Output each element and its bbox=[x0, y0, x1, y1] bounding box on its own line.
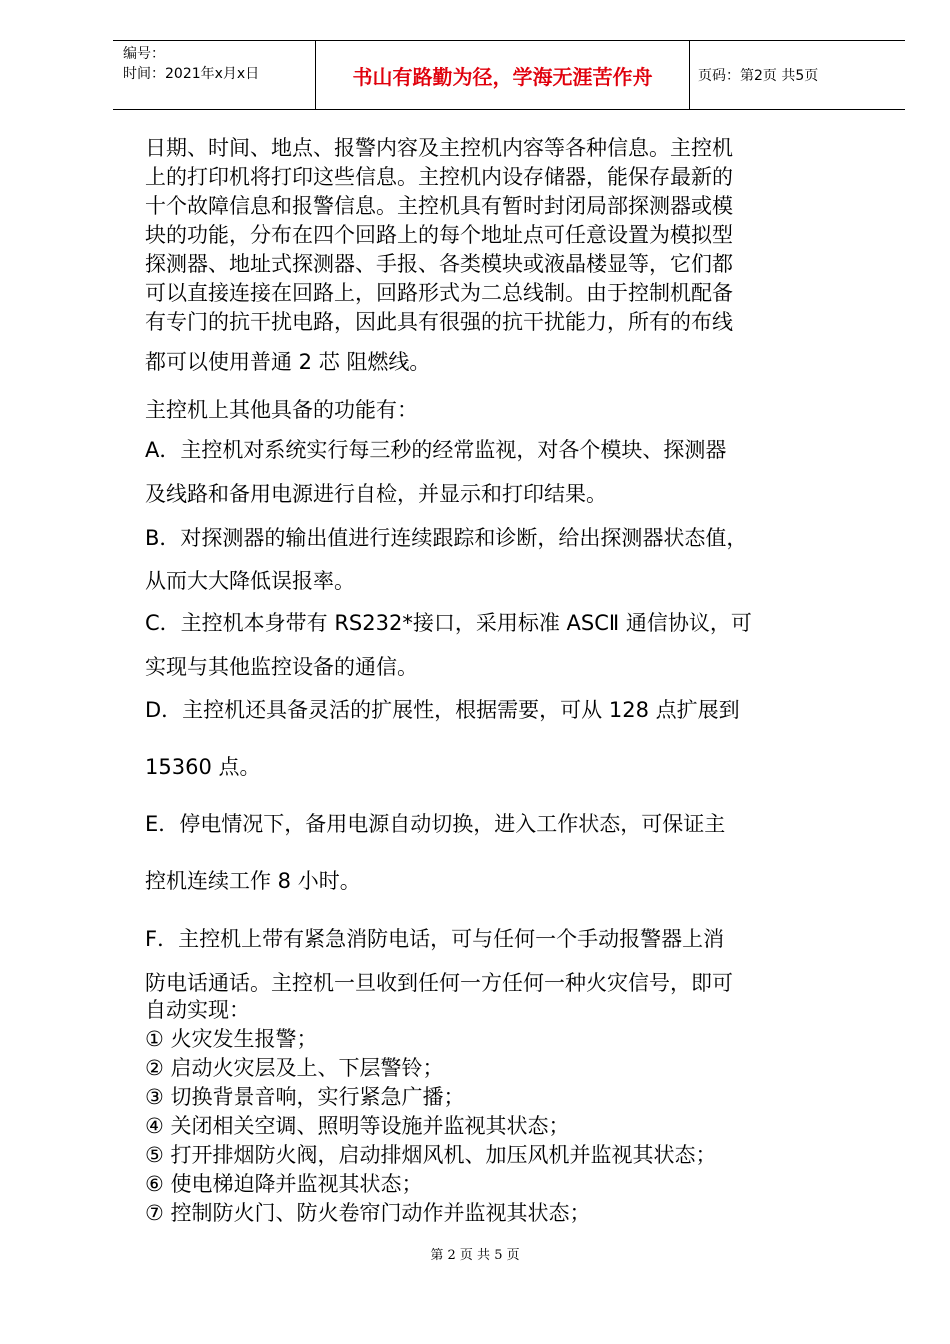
body-line: 可以直接连接在回路上，回路形式为二总线制。由于控制机配备 bbox=[145, 281, 733, 305]
header-meta bbox=[113, 41, 315, 109]
page-footer: 第 2 页 共 5 页 bbox=[430, 1248, 520, 1263]
body-line: 控机连续工作 8 小时。 bbox=[145, 869, 361, 893]
body-line: E．停电情况下，备用电源自动切换，进入工作状态，可保证主 bbox=[145, 812, 726, 836]
body-line: 防电话通话。主控机一旦收到任何一方任何一种火灾信号，即可 bbox=[145, 971, 733, 995]
body-line: 日期、时间、地点、报警内容及主控机内容等各种信息。主控机 bbox=[145, 136, 733, 160]
body-line: A．主控机对系统实行每三秒的经常监视，对各个模块、探测器 bbox=[145, 438, 727, 462]
list-item: ② 启动火灾层及上、下层警铃； bbox=[145, 1056, 444, 1080]
body-line: F．主控机上带有紧急消防电话，可与任何一个手动报警器上消 bbox=[145, 927, 725, 951]
doc-time-label: 时间：2021年x月x日 bbox=[123, 66, 260, 82]
body-line: 十个故障信息和报警信息。主控机具有暂时封闭局部探测器或模 bbox=[145, 194, 733, 218]
body-line: 自动实现： bbox=[145, 998, 250, 1022]
body-line: 从而大大降低误报率。 bbox=[145, 569, 355, 593]
body-line: 探测器、地址式探测器、手报、各类模块或液晶楼显等，它们都 bbox=[145, 252, 733, 276]
body-line: 块的功能，分布在四个回路上的每个地址点可任意设置为模拟型 bbox=[145, 223, 733, 247]
body-line: 有专门的抗干扰电路，因此具有很强的抗干扰能力，所有的布线 bbox=[145, 310, 733, 334]
list-item: ⑦ 控制防火门、防火卷帘门动作并监视其状态； bbox=[145, 1201, 591, 1225]
body-line: C．主控机本身带有 RS232*接口，采用标准 ASCⅡ 通信协议，可 bbox=[145, 611, 752, 635]
body-line: 及线路和备用电源进行自检，并显示和打印结果。 bbox=[145, 482, 607, 506]
header-page-info: 页码：第2页 共5页 bbox=[698, 68, 819, 84]
body-line: 15360 点。 bbox=[145, 755, 261, 779]
body-line: 上的打印机将打印这些信息。主控机内设存储器，能保存最新的 bbox=[145, 165, 733, 189]
body-line: 都可以使用普通 2 芯 阻燃线。 bbox=[145, 350, 431, 374]
body-line: B．对探测器的输出值进行连续跟踪和诊断，给出探测器状态值， bbox=[145, 526, 748, 550]
doc-number-label: 编号： bbox=[123, 46, 165, 62]
list-item: ⑥ 使电梯迫降并监视其状态； bbox=[145, 1172, 423, 1196]
body-line: D．主控机还具备灵活的扩展性，根据需要，可从 128 点扩展到 bbox=[145, 698, 740, 722]
header-motto: 书山有路勤为径，学海无涯苦作舟 bbox=[352, 64, 653, 89]
list-item: ④ 关闭相关空调、照明等设施并监视其状态； bbox=[145, 1114, 570, 1138]
list-item: ③ 切换背景音响，实行紧急广播； bbox=[145, 1085, 465, 1109]
body-line: 实现与其他监控设备的通信。 bbox=[145, 655, 418, 679]
page-header bbox=[113, 40, 905, 110]
list-item: ① 火灾发生报警； bbox=[145, 1027, 318, 1051]
list-item: ⑤ 打开排烟防火阀，启动排烟风机、加压风机并监视其状态； bbox=[145, 1143, 717, 1167]
body-line: 主控机上其他具备的功能有： bbox=[145, 398, 418, 422]
